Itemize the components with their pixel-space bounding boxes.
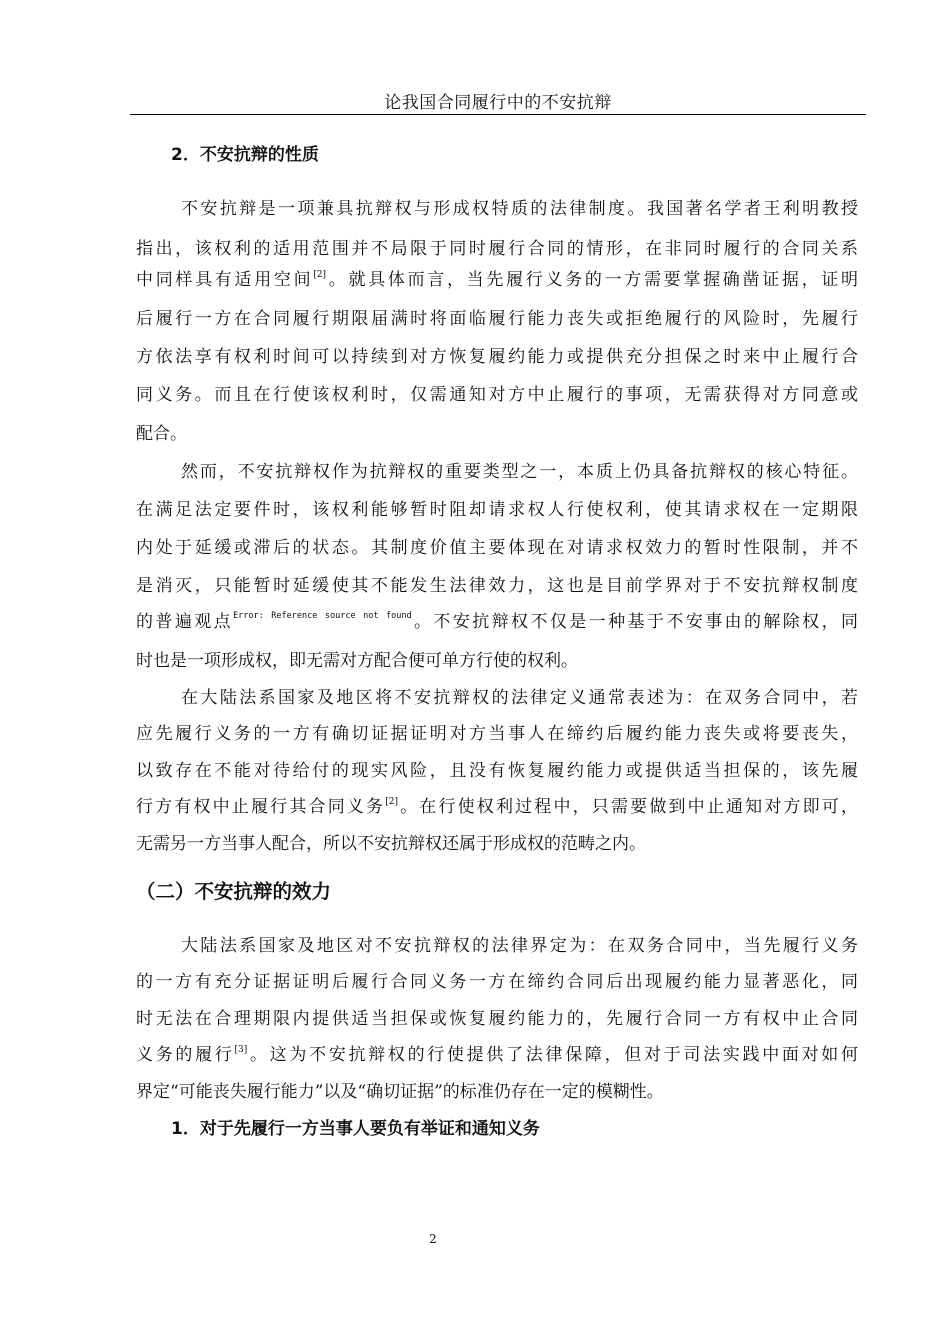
paragraph-line: 然而，不安抗辩权作为抗辩权的重要类型之一，本质上仍具备抗辩权的核心特征。 [181,462,858,482]
section-heading-burden: 1．对于先履行一方当事人要负有举证和通知义务 [171,1119,540,1139]
citation-ref: [2] [385,797,398,807]
paragraph-line: 大陆法系国家及地区对不安抗辩权的法律界定为：在双务合同中，当先履行义务 [181,936,858,956]
text-run: 的普遍观点 [136,612,234,632]
paragraph-line: 时也是一项形成权，即无需对方配合便可单方行使的权利。 [136,651,578,671]
paragraph-line [136,607,858,632]
section-heading-nature: 2．不安抗辩的性质 [171,145,319,165]
header-rule [130,114,866,115]
paragraph-line: 后履行一方在合同履行期限届满时将面临履行能力丧失或拒绝履行的风险时，先履行 [136,309,858,329]
citation-ref: [2] [313,270,327,280]
reference-error: Error: Reference source not found [233,611,412,621]
paragraph-line: 以致存在不能对待给付的现实风险，且没有恢复履约能力或提供适当担保的，该先履 [136,761,858,781]
text-run: 义务的履行 [136,1045,235,1065]
paragraph-line: 时无法在合理期限内提供适当担保或恢复履约能力的，先履行合同一方有权中止合同 [136,1009,858,1029]
page-number: 2 [429,1232,437,1246]
text-run: 。这为不安抗辩权的行使提供了法律保障，但对于司法实践中面对如何 [247,1045,859,1065]
paragraph-line: 的一方有充分证据证明后履行合同义务一方在缔约合同后出现履约能力显著恶化，同 [136,972,858,992]
paragraph-line [136,792,858,817]
paragraph-line [136,1040,858,1065]
running-header: 论我国合同履行中的不安抗辩 [384,93,612,113]
paragraph-line: 方依法享有权利时间可以持续到对方恢复履约能力或提供充分担保之时来中止履行合 [136,347,858,367]
paragraph-line: 不安抗辩是一项兼具抗辩权与形成权特质的法律制度。我国著名学者王利明教授 [181,199,858,219]
text-run: 。不安抗辩权不仅是一种基于不安事由的解除权，同 [411,612,858,632]
paragraph-line: 应先履行义务的一方有确切证据证明对方当事人在缔约后履约能力丧失或将要丧失， [136,724,858,744]
paragraph-line: 无需另一方当事人配合，所以不安抗辩权还属于形成权的范畴之内。 [136,834,646,854]
text-run: 中同样具有适用空间 [136,270,314,290]
paragraph-line: 同义务。而且在行使该权利时，仅需通知对方中止履行的事项，无需获得对方同意或 [136,385,858,405]
text-run: 行方有权中止履行其合同义务 [136,797,386,817]
paragraph-line: 在满足法定要件时，该权利能够暂时阻却请求权人行使权利，使其请求权在一定期限 [136,500,858,520]
text-run: 。就具体而言，当先履行义务的一方需要掌握确凿证据，证明 [326,270,858,290]
paragraph-line: 在大陆法系国家及地区将不安抗辩权的法律定义通常表述为：在双务合同中，若 [181,688,858,708]
citation-ref: [3] [234,1045,248,1055]
paragraph-line: 内处于延缓或滞后的状态。其制度价值主要体现在对请求权效力的暂时性限制，并不 [136,538,858,558]
section-heading-effect: （二）不安抗辩的效力 [136,880,332,903]
paragraph-line: 是消灭，只能暂时延缓使其不能发生法律效力，这也是目前学界对于不安抗辩权制度 [136,576,858,596]
paragraph-line [136,265,858,290]
text-run: 。在行使权利过程中，只需要做到中止通知对方即可， [397,797,859,817]
paragraph-line: 界定“可能丧失履行能力”以及“确切证据”的标准仍存在一定的模糊性。 [136,1082,664,1102]
paragraph-line: 配合。 [136,424,187,444]
paragraph-line: 指出，该权利的适用范围并不局限于同时履行合同的情形，在非同时履行的合同关系 [136,239,858,259]
